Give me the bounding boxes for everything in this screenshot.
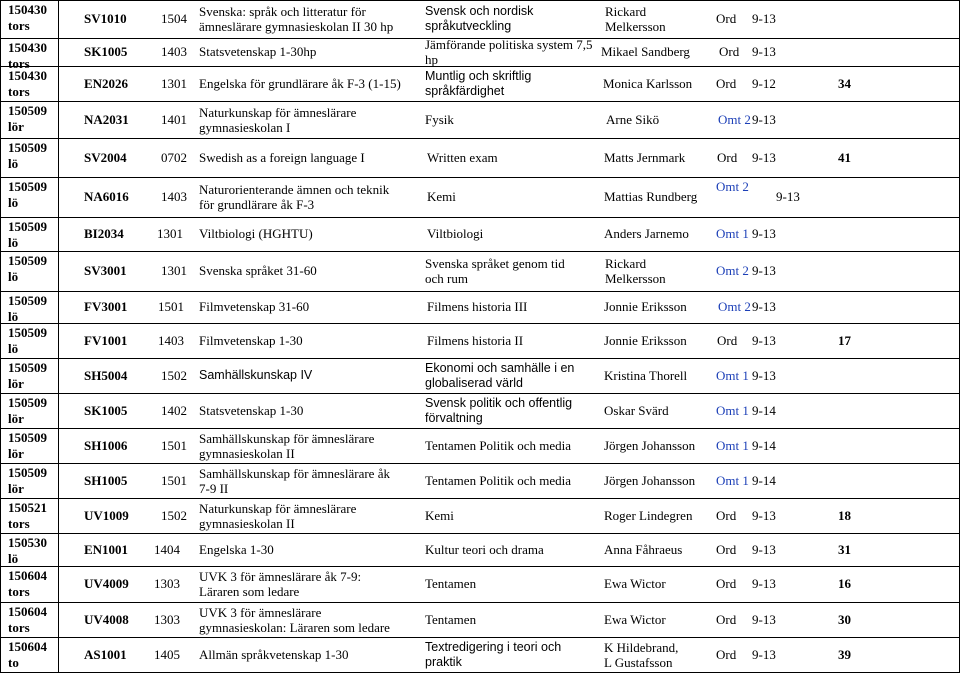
exam-weekday: tors — [8, 620, 30, 635]
exam-part: Ekonomi och samhälle i en — [425, 361, 575, 375]
examiner: Arne Sikö — [606, 112, 660, 127]
term-code: 1502 — [161, 508, 187, 523]
exam-part: Svensk och nordisk — [425, 4, 534, 18]
exam-weekday: lör — [8, 481, 24, 496]
course-name: Samhällskunskap IV — [199, 368, 313, 382]
row-divider — [0, 138, 960, 139]
exam-date: 150604 — [8, 639, 47, 654]
examiner: Jonnie Eriksson — [604, 299, 687, 314]
exam-time: 9-13 — [752, 112, 776, 127]
course-name: 7-9 II — [199, 481, 229, 496]
examiner: Mattias Rundberg — [604, 189, 698, 204]
row-divider — [0, 566, 960, 567]
course-code: BI2034 — [84, 226, 124, 241]
exam-date: 150430 — [8, 40, 47, 55]
course-name: Läraren som ledare — [199, 584, 300, 599]
row-divider — [0, 428, 960, 429]
examiner: Ewa Wictor — [604, 612, 666, 627]
course-code: EN1001 — [84, 542, 129, 557]
course-code: SH1006 — [84, 438, 128, 453]
exam-date: 150509 — [8, 253, 47, 268]
exam-part: Tentamen — [425, 612, 477, 627]
examiner: Jonnie Eriksson — [604, 333, 687, 348]
room-count: 41 — [838, 150, 851, 165]
term-code: 1301 — [161, 263, 187, 278]
term-code: 1301 — [157, 226, 183, 241]
exam-type: Omt 1 — [716, 368, 749, 383]
term-code: 0702 — [161, 150, 187, 165]
course-name: gymnasieskolan I — [199, 120, 291, 135]
exam-time: 9-13 — [752, 333, 776, 348]
term-code: 1401 — [161, 112, 187, 127]
exam-type: Ord — [717, 150, 738, 165]
exam-part: Filmens historia III — [427, 299, 528, 314]
exam-part: språkfärdighet — [425, 84, 505, 98]
course-name: Svenska språket 31-60 — [199, 263, 317, 278]
exam-time: 9-13 — [752, 11, 776, 26]
row-divider — [0, 533, 960, 534]
course-code: FV3001 — [84, 299, 128, 314]
course-name: för grundlärare åk F-3 — [199, 197, 315, 212]
exam-part: Tentamen Politik och media — [425, 473, 572, 488]
exam-date: 150509 — [8, 395, 47, 410]
exam-date: 150509 — [8, 219, 47, 234]
room-count: 34 — [838, 76, 851, 91]
examiner: Anders Jarnemo — [604, 226, 689, 241]
exam-time: 9-13 — [752, 542, 776, 557]
exam-part: Kemi — [425, 508, 454, 523]
course-name: gymnasieskolan: Läraren som ledare — [199, 620, 390, 635]
exam-weekday: to — [8, 655, 19, 670]
course-name: Svenska: språk och litteratur för — [199, 4, 366, 19]
course-name: ämneslärare gymnasieskolan II 30 hp — [199, 19, 394, 34]
exam-part: språkutveckling — [425, 19, 512, 33]
term-code: 1501 — [158, 299, 184, 314]
exam-part: praktik — [425, 655, 462, 669]
row-divider — [0, 217, 960, 218]
row-divider — [0, 393, 960, 394]
course-code: AS1001 — [84, 647, 127, 662]
exam-date: 150509 — [8, 325, 47, 340]
exam-time: 9-14 — [752, 473, 776, 488]
examiner: Anna Fåhraeus — [604, 542, 683, 557]
exam-date: 150509 — [8, 430, 47, 445]
course-code: SV2004 — [84, 150, 127, 165]
exam-part: Svensk politik och offentlig — [425, 396, 573, 410]
exam-part: Jämförande politiska system 7,5 — [425, 37, 593, 52]
exam-part: förvaltning — [425, 411, 483, 425]
exam-date: 150430 — [8, 68, 47, 83]
term-code: 1405 — [154, 647, 180, 662]
examiner: Jörgen Johansson — [604, 438, 696, 453]
exam-weekday: lör — [8, 376, 24, 391]
examiner: Monica Karlsson — [603, 76, 693, 91]
exam-part: Textredigering i teori och — [425, 640, 562, 654]
exam-time: 9-13 — [752, 44, 776, 59]
course-code: UV1009 — [84, 508, 129, 523]
exam-date: 150509 — [8, 140, 47, 155]
course-name: Allmän språkvetenskap 1-30 — [199, 647, 349, 662]
course-name: UVK 3 för ämneslärare åk 7-9: — [199, 569, 362, 584]
course-code: SV1010 — [84, 11, 127, 26]
exam-weekday: lö — [8, 235, 19, 250]
exam-type: Omt 2 — [716, 263, 749, 278]
exam-type: Omt 1 — [716, 438, 749, 453]
examiner: Melkersson — [605, 271, 666, 286]
exam-date: 150530 — [8, 535, 47, 550]
course-code: FV1001 — [84, 333, 128, 348]
course-name: Samhällskunskap för ämneslärare åk — [199, 466, 390, 481]
exam-weekday: lö — [8, 156, 19, 171]
term-code: 1303 — [154, 576, 180, 591]
row-divider — [0, 101, 960, 102]
exam-weekday: lör — [8, 119, 24, 134]
course-name: Filmvetenskap 31-60 — [199, 299, 310, 314]
exam-type: Ord — [719, 44, 740, 59]
room-count: 17 — [838, 333, 851, 348]
exam-time: 9-13 — [776, 189, 800, 204]
exam-weekday: lör — [8, 411, 24, 426]
examiner: Mikael Sandberg — [601, 44, 690, 59]
exam-weekday: lö — [8, 195, 19, 210]
exam-type: Omt 1 — [716, 403, 749, 418]
term-code: 1404 — [154, 542, 180, 557]
exam-time: 9-13 — [752, 150, 776, 165]
term-code: 1502 — [161, 368, 187, 383]
exam-weekday: lö — [8, 269, 19, 284]
exam-date: 150509 — [8, 179, 47, 194]
term-code: 1301 — [161, 76, 187, 91]
course-code: EN2026 — [84, 76, 129, 91]
course-name: Engelska 1-30 — [199, 542, 274, 557]
exam-type: Ord — [716, 508, 737, 523]
exam-part: hp — [425, 52, 438, 67]
course-name: Samhällskunskap för ämneslärare — [199, 431, 375, 446]
exam-type: Ord — [716, 11, 737, 26]
examiner: L Gustafsson — [604, 655, 673, 670]
exam-weekday: tors — [8, 84, 30, 99]
examiner: Ewa Wictor — [604, 576, 666, 591]
row-divider — [0, 66, 960, 67]
exam-type: Ord — [716, 612, 737, 627]
course-name: Swedish as a foreign language I — [199, 150, 365, 165]
room-count: 39 — [838, 647, 851, 662]
course-code: SK1005 — [84, 403, 128, 418]
exam-time: 9-13 — [752, 226, 776, 241]
examiner: Matts Jernmark — [604, 150, 686, 165]
exam-type: Omt 1 — [716, 226, 749, 241]
exam-type: Ord — [716, 647, 737, 662]
exam-date: 150509 — [8, 103, 47, 118]
exam-part: Svenska språket genom tid — [425, 256, 565, 271]
exam-time: 9-13 — [752, 368, 776, 383]
exam-weekday: tors — [8, 584, 30, 599]
course-name: Engelska för grundlärare åk F-3 (1-15) — [199, 76, 401, 91]
exam-part: Kemi — [427, 189, 456, 204]
term-code: 1403 — [161, 44, 187, 59]
exam-part: Kultur teori och drama — [425, 542, 544, 557]
exam-type: Ord — [717, 333, 738, 348]
term-code: 1403 — [161, 189, 187, 204]
examiner: Melkersson — [605, 19, 666, 34]
room-count: 16 — [838, 576, 851, 591]
room-count: 30 — [838, 612, 851, 627]
term-code: 1403 — [158, 333, 184, 348]
exam-weekday: lö — [8, 551, 19, 566]
exam-time: 9-13 — [752, 263, 776, 278]
course-name: gymnasieskolan II — [199, 446, 295, 461]
exam-part: Filmens historia II — [427, 333, 524, 348]
term-code: 1501 — [161, 473, 187, 488]
exam-time: 9-13 — [752, 612, 776, 627]
row-divider — [0, 291, 960, 292]
examiner: Rickard — [605, 256, 647, 271]
exam-type: Omt 2 — [718, 112, 751, 127]
course-name: Statsvetenskap 1-30hp — [199, 44, 317, 59]
exam-date: 150509 — [8, 293, 47, 308]
course-code: NA2031 — [84, 112, 129, 127]
examiner: Roger Lindegren — [604, 508, 693, 523]
course-code: UV4008 — [84, 612, 129, 627]
course-code: SK1005 — [84, 44, 128, 59]
exam-date: 150509 — [8, 465, 47, 480]
column-divider — [58, 0, 59, 673]
exam-weekday: tors — [8, 18, 30, 33]
course-name: Filmvetenskap 1-30 — [199, 333, 303, 348]
course-code: UV4009 — [84, 576, 129, 591]
course-name: gymnasieskolan II — [199, 516, 295, 531]
column-divider — [0, 0, 1, 673]
exam-part: och rum — [425, 271, 468, 286]
exam-date: 150509 — [8, 360, 47, 375]
exam-type: Ord — [716, 542, 737, 557]
course-code: SV3001 — [84, 263, 127, 278]
course-name: Statsvetenskap 1-30 — [199, 403, 304, 418]
row-divider — [0, 498, 960, 499]
exam-time: 9-13 — [752, 576, 776, 591]
exam-type: Ord — [716, 76, 737, 91]
examiner: Rickard — [605, 4, 647, 19]
exam-part: Muntlig och skriftlig — [425, 69, 532, 83]
exam-time: 9-13 — [752, 299, 776, 314]
course-name: Viltbiologi (HGHTU) — [199, 226, 313, 241]
row-divider — [0, 637, 960, 638]
exam-date: 150604 — [8, 568, 47, 583]
exam-weekday: lö — [8, 309, 19, 324]
examiner: K Hildebrand, — [604, 640, 679, 655]
exam-time: 9-13 — [752, 647, 776, 662]
course-code: NA6016 — [84, 189, 129, 204]
term-code: 1402 — [161, 403, 187, 418]
row-divider — [0, 0, 960, 1]
exam-weekday: lör — [8, 446, 24, 461]
exam-type: Omt 1 — [716, 473, 749, 488]
exam-type: Omt 2 — [716, 179, 749, 194]
exam-time: 9-14 — [752, 438, 776, 453]
room-count: 18 — [838, 508, 851, 523]
course-name: UVK 3 för ämneslärare — [199, 605, 322, 620]
examiner: Jörgen Johansson — [604, 473, 696, 488]
exam-type: Ord — [716, 576, 737, 591]
course-name: Naturkunskap för ämneslärare — [199, 105, 357, 120]
term-code: 1303 — [154, 612, 180, 627]
exam-time: 9-14 — [752, 403, 776, 418]
course-code: SH1005 — [84, 473, 128, 488]
room-count: 31 — [838, 542, 851, 557]
exam-date: 150430 — [8, 2, 47, 17]
exam-weekday: lö — [8, 341, 19, 356]
term-code: 1504 — [161, 11, 187, 26]
exam-part: Viltbiologi — [427, 226, 484, 241]
exam-weekday: tors — [8, 56, 30, 71]
row-divider — [0, 323, 960, 324]
row-divider — [0, 358, 960, 359]
exam-date: 150604 — [8, 604, 47, 619]
exam-part: Fysik — [425, 112, 454, 127]
exam-time: 9-12 — [752, 76, 776, 91]
examiner: Oskar Svärd — [604, 403, 669, 418]
exam-part: Tentamen Politik och media — [425, 438, 572, 453]
course-code: SH5004 — [84, 368, 128, 383]
exam-part: Tentamen — [425, 576, 477, 591]
term-code: 1501 — [161, 438, 187, 453]
exam-time: 9-13 — [752, 508, 776, 523]
row-divider — [0, 463, 960, 464]
row-divider — [0, 602, 960, 603]
exam-type: Omt 2 — [718, 299, 751, 314]
exam-part: Written exam — [427, 150, 498, 165]
exam-date: 150521 — [8, 500, 47, 515]
examiner: Kristina Thorell — [604, 368, 688, 383]
exam-weekday: tors — [8, 516, 30, 531]
course-name: Naturorienterande ämnen och teknik — [199, 182, 390, 197]
course-name: Naturkunskap för ämneslärare — [199, 501, 357, 516]
exam-part: globaliserad värld — [425, 376, 523, 390]
row-divider — [0, 251, 960, 252]
row-divider — [0, 177, 960, 178]
